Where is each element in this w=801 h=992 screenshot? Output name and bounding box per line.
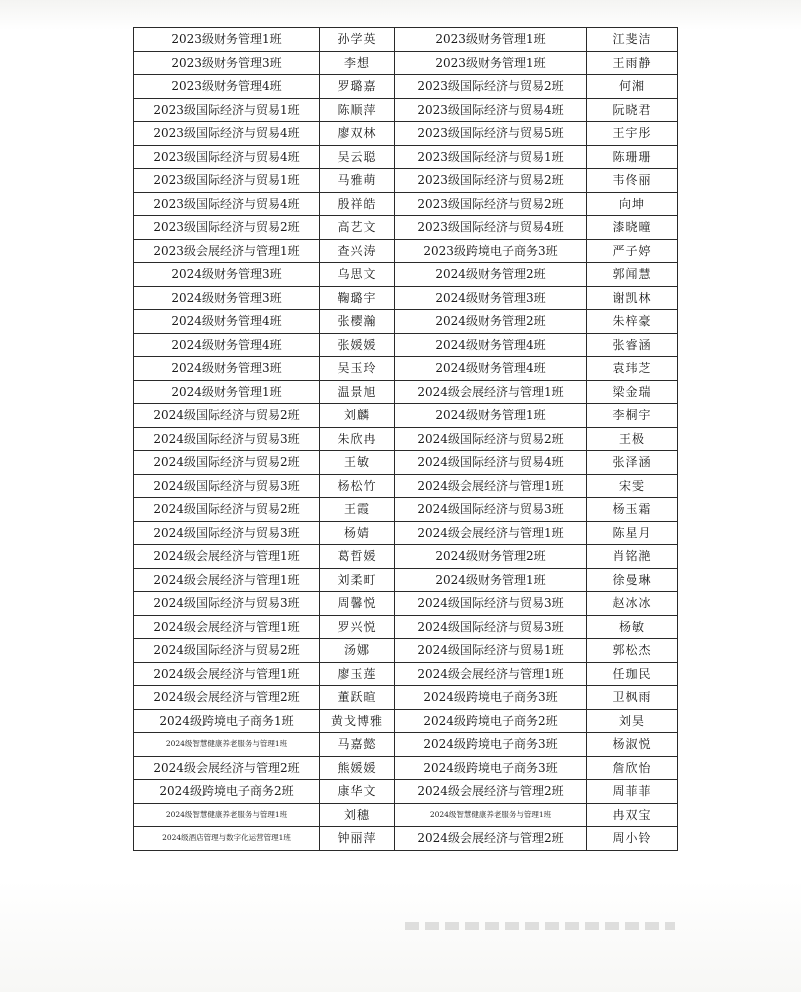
table-row: [134, 451, 678, 475]
name-cell-right: 朱梓豪: [587, 310, 678, 334]
class-cell-right: 2024级智慧健康养老服务与管理1班: [395, 803, 587, 827]
table-row: [134, 827, 678, 851]
table-row: [134, 427, 678, 451]
table-row: [134, 780, 678, 804]
name-cell-right: 漆晓曈: [587, 216, 678, 240]
class-cell-left: 2024级财务管理1班: [134, 380, 320, 404]
name-cell-right: 陈星月: [587, 521, 678, 545]
class-cell-right: 2023级财务管理1班: [395, 28, 587, 52]
class-cell-right: 2024级财务管理2班: [395, 545, 587, 569]
table-row: [134, 733, 678, 757]
name-cell-right: 郭闻慧: [587, 263, 678, 287]
name-cell-right: 赵冰冰: [587, 592, 678, 616]
class-cell-right: 2023级国际经济与贸易5班: [395, 122, 587, 146]
class-cell-right: 2024级会展经济与管理2班: [395, 827, 587, 851]
class-cell-right: 2023级跨境电子商务3班: [395, 239, 587, 263]
table-row: [134, 263, 678, 287]
class-cell-left: 2024级智慧健康养老服务与管理1班: [134, 803, 320, 827]
name-cell-left: 王霞: [320, 498, 395, 522]
class-cell-right: 2024级跨境电子商务2班: [395, 709, 587, 733]
class-cell-left: 2024级财务管理3班: [134, 286, 320, 310]
name-cell-right: 向坤: [587, 192, 678, 216]
name-cell-left: 鞠璐宇: [320, 286, 395, 310]
class-cell-right: 2024级国际经济与贸易4班: [395, 451, 587, 475]
class-cell-left: 2023级会展经济与管理1班: [134, 239, 320, 263]
class-cell-left: 2024级国际经济与贸易3班: [134, 427, 320, 451]
table-row: [134, 122, 678, 146]
class-cell-right: 2024级财务管理1班: [395, 568, 587, 592]
table-row: [134, 145, 678, 169]
class-cell-right: 2024级财务管理2班: [395, 263, 587, 287]
class-cell-left: 2024级财务管理3班: [134, 357, 320, 381]
class-cell-right: 2024级财务管理3班: [395, 286, 587, 310]
name-cell-right: 刘昊: [587, 709, 678, 733]
name-cell-left: 刘麟: [320, 404, 395, 428]
table-row: [134, 521, 678, 545]
table-row: [134, 28, 678, 52]
class-cell-right: 2023级国际经济与贸易4班: [395, 216, 587, 240]
class-cell-left: 2023级国际经济与贸易1班: [134, 98, 320, 122]
table-row: [134, 756, 678, 780]
table-row: [134, 639, 678, 663]
table-row: [134, 310, 678, 334]
class-cell-right: 2024级财务管理1班: [395, 404, 587, 428]
name-cell-right: 王极: [587, 427, 678, 451]
class-cell-right: 2024级会展经济与管理1班: [395, 662, 587, 686]
name-cell-left: 李想: [320, 51, 395, 75]
name-cell-right: 陈珊珊: [587, 145, 678, 169]
table-row: [134, 568, 678, 592]
name-cell-right: 周小铃: [587, 827, 678, 851]
name-cell-left: 康华文: [320, 780, 395, 804]
class-cell-left: 2024级国际经济与贸易3班: [134, 592, 320, 616]
class-cell-left: 2024级会展经济与管理1班: [134, 662, 320, 686]
class-cell-left: 2023级国际经济与贸易4班: [134, 145, 320, 169]
table-row: [134, 333, 678, 357]
name-cell-right: 张泽涵: [587, 451, 678, 475]
table-row: [134, 192, 678, 216]
table-row: [134, 498, 678, 522]
table-row: [134, 51, 678, 75]
name-cell-left: 张媛媛: [320, 333, 395, 357]
name-cell-right: 任珈民: [587, 662, 678, 686]
name-cell-left: 周馨悦: [320, 592, 395, 616]
roster-body: [134, 28, 678, 851]
class-cell-left: 2024级跨境电子商务2班: [134, 780, 320, 804]
name-cell-right: 宋雯: [587, 474, 678, 498]
table-row: [134, 545, 678, 569]
name-cell-right: 詹欣怡: [587, 756, 678, 780]
class-cell-left: 2024级会展经济与管理1班: [134, 615, 320, 639]
table-row: [134, 380, 678, 404]
class-cell-right: 2024级跨境电子商务3班: [395, 756, 587, 780]
class-cell-right: 2023级国际经济与贸易2班: [395, 75, 587, 99]
name-cell-right: 杨敏: [587, 615, 678, 639]
table-row: [134, 357, 678, 381]
name-cell-right: 谢凯林: [587, 286, 678, 310]
name-cell-right: 李桐宇: [587, 404, 678, 428]
class-cell-left: 2024级财务管理3班: [134, 263, 320, 287]
class-cell-left: 2024级国际经济与贸易3班: [134, 521, 320, 545]
table-row: [134, 98, 678, 122]
class-cell-right: 2024级财务管理4班: [395, 357, 587, 381]
class-cell-left: 2023级国际经济与贸易4班: [134, 122, 320, 146]
name-cell-left: 罗璐嘉: [320, 75, 395, 99]
name-cell-left: 殷祥皓: [320, 192, 395, 216]
name-cell-right: 郭松杰: [587, 639, 678, 663]
class-cell-right: 2024级跨境电子商务3班: [395, 686, 587, 710]
table-row: [134, 474, 678, 498]
class-cell-left: 2024级国际经济与贸易2班: [134, 451, 320, 475]
class-cell-right: 2024级国际经济与贸易3班: [395, 498, 587, 522]
name-cell-left: 孙学英: [320, 28, 395, 52]
name-cell-left: 乌思文: [320, 263, 395, 287]
name-cell-right: 梁金瑞: [587, 380, 678, 404]
table-row: [134, 75, 678, 99]
name-cell-left: 陈顺萍: [320, 98, 395, 122]
name-cell-left: 马嘉懿: [320, 733, 395, 757]
class-cell-right: 2024级国际经济与贸易2班: [395, 427, 587, 451]
name-cell-left: 马雅萌: [320, 169, 395, 193]
class-cell-right: 2023级国际经济与贸易4班: [395, 98, 587, 122]
class-cell-left: 2023级国际经济与贸易1班: [134, 169, 320, 193]
name-cell-right: 张睿涵: [587, 333, 678, 357]
name-cell-left: 汤娜: [320, 639, 395, 663]
class-cell-left: 2024级智慧健康养老服务与管理1班: [134, 733, 320, 757]
class-cell-left: 2024级国际经济与贸易3班: [134, 474, 320, 498]
table-row: [134, 709, 678, 733]
class-cell-left: 2024级财务管理4班: [134, 310, 320, 334]
name-cell-right: 严子婷: [587, 239, 678, 263]
name-cell-left: 朱欣冉: [320, 427, 395, 451]
name-cell-right: 卫枫雨: [587, 686, 678, 710]
name-cell-left: 罗兴悦: [320, 615, 395, 639]
name-cell-left: 高艺文: [320, 216, 395, 240]
name-cell-right: 阮晓君: [587, 98, 678, 122]
class-cell-right: 2023级财务管理1班: [395, 51, 587, 75]
class-cell-left: 2023级国际经济与贸易2班: [134, 216, 320, 240]
name-cell-right: 袁玮芝: [587, 357, 678, 381]
name-cell-right: 徐曼琳: [587, 568, 678, 592]
class-cell-right: 2024级国际经济与贸易3班: [395, 592, 587, 616]
class-cell-left: 2024级会展经济与管理2班: [134, 756, 320, 780]
name-cell-right: 王雨静: [587, 51, 678, 75]
table-row: [134, 615, 678, 639]
class-cell-left: 2024级国际经济与贸易2班: [134, 639, 320, 663]
name-cell-left: 杨松竹: [320, 474, 395, 498]
class-cell-right: 2024级会展经济与管理1班: [395, 380, 587, 404]
class-cell-left: 2023级国际经济与贸易4班: [134, 192, 320, 216]
class-cell-right: 2024级跨境电子商务3班: [395, 733, 587, 757]
table-row: [134, 803, 678, 827]
class-cell-right: 2024级会展经济与管理1班: [395, 521, 587, 545]
table-row: [134, 169, 678, 193]
name-cell-left: 刘穗: [320, 803, 395, 827]
class-cell-left: 2023级财务管理1班: [134, 28, 320, 52]
class-cell-left: 2023级财务管理4班: [134, 75, 320, 99]
name-cell-left: 廖双林: [320, 122, 395, 146]
name-cell-right: 何湘: [587, 75, 678, 99]
class-cell-left: 2024级国际经济与贸易2班: [134, 404, 320, 428]
class-cell-left: 2024级酒店管理与数字化运营管理1班: [134, 827, 320, 851]
class-cell-right: 2024级国际经济与贸易3班: [395, 615, 587, 639]
name-cell-left: 吴玉玲: [320, 357, 395, 381]
name-cell-right: 杨淑悦: [587, 733, 678, 757]
class-cell-right: 2023级国际经济与贸易1班: [395, 145, 587, 169]
class-cell-left: 2024级跨境电子商务1班: [134, 709, 320, 733]
table-row: [134, 404, 678, 428]
class-cell-right: 2023级国际经济与贸易2班: [395, 169, 587, 193]
name-cell-right: 韦佟丽: [587, 169, 678, 193]
table-row: [134, 239, 678, 263]
class-cell-left: 2023级财务管理3班: [134, 51, 320, 75]
table-row: [134, 286, 678, 310]
name-cell-right: 王宇彤: [587, 122, 678, 146]
bleed-through-text: [405, 922, 675, 930]
student-roster-table: [133, 27, 678, 851]
name-cell-right: 肖铭滟: [587, 545, 678, 569]
class-cell-right: 2023级国际经济与贸易2班: [395, 192, 587, 216]
name-cell-right: 周菲菲: [587, 780, 678, 804]
name-cell-left: 钟丽萍: [320, 827, 395, 851]
class-cell-left: 2024级国际经济与贸易2班: [134, 498, 320, 522]
class-cell-left: 2024级财务管理4班: [134, 333, 320, 357]
class-cell-right: 2024级国际经济与贸易1班: [395, 639, 587, 663]
name-cell-left: 吴云聪: [320, 145, 395, 169]
name-cell-right: 冉双宝: [587, 803, 678, 827]
class-cell-left: 2024级会展经济与管理2班: [134, 686, 320, 710]
name-cell-left: 杨婧: [320, 521, 395, 545]
name-cell-left: 张樱瀚: [320, 310, 395, 334]
name-cell-right: 杨玉霜: [587, 498, 678, 522]
name-cell-left: 熊媛媛: [320, 756, 395, 780]
name-cell-left: 黄戈博雅: [320, 709, 395, 733]
name-cell-left: 廖玉莲: [320, 662, 395, 686]
name-cell-left: 温景旭: [320, 380, 395, 404]
class-cell-left: 2024级会展经济与管理1班: [134, 568, 320, 592]
name-cell-left: 刘柔町: [320, 568, 395, 592]
class-cell-right: 2024级财务管理4班: [395, 333, 587, 357]
table-row: [134, 216, 678, 240]
class-cell-right: 2024级财务管理2班: [395, 310, 587, 334]
class-cell-right: 2024级会展经济与管理2班: [395, 780, 587, 804]
class-cell-right: 2024级会展经济与管理1班: [395, 474, 587, 498]
name-cell-left: 董跃暄: [320, 686, 395, 710]
name-cell-left: 查兴涛: [320, 239, 395, 263]
table-row: [134, 592, 678, 616]
name-cell-left: 葛哲媛: [320, 545, 395, 569]
table-row: [134, 662, 678, 686]
name-cell-right: 江斐洁: [587, 28, 678, 52]
name-cell-left: 王敏: [320, 451, 395, 475]
table-row: [134, 686, 678, 710]
class-cell-left: 2024级会展经济与管理1班: [134, 545, 320, 569]
